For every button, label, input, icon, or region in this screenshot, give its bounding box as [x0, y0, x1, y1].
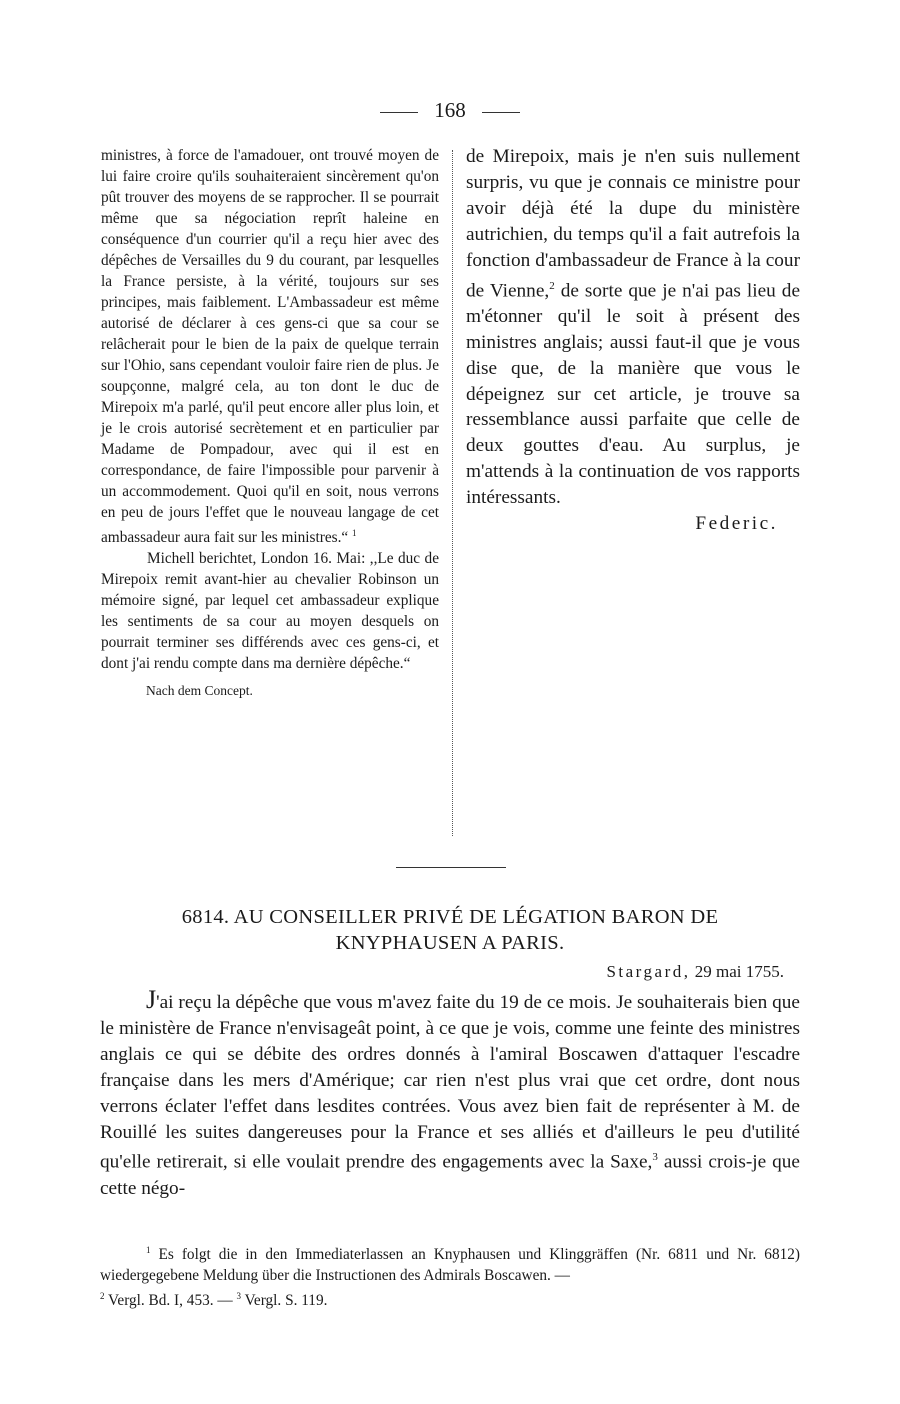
footnote-3-text: Vergl. S. 119. — [241, 1292, 328, 1310]
section-separator — [396, 867, 506, 868]
header-rule-left — [380, 112, 418, 113]
letter-body-a: 'ai reçu la dépêche que vous m'avez faite du 19 de ce mois. Je souhaiterais bien que le ministère de France n'envisageât point, à ce que je vois, comme une feinte des ministres anglais ce qui se débite des ordres donnés à l'amiral Boscawen d'attaquer l'escadre française dans les mers d'Amérique; car rien n'est plus vrai que cet ordre, dont nous verrons éclater l'effet dans lesdites contrées. Vous avez bien fait de représenter à M. de Rouillé les suites dangereuses pour la France et ses alliés et d'ailleurs le peu d'utilité qu'elle retirerait, si elle voulait prendre des engagements avec la Saxe, — [100, 992, 800, 1173]
footnote-1-marker: 1 — [146, 1245, 151, 1255]
column-divider — [452, 150, 453, 836]
footnote-1-text: Es folgt die in den Immediaterlassen an Knyphausen und Klinggräffen (Nr. 6811 und Nr. 6812) wiedergegebene Meldung über die Instructionen des Admirals Boscawen. — — [100, 1246, 800, 1284]
header-rule-right — [482, 112, 520, 113]
signature: Federic. — [695, 513, 778, 535]
footnote-2-3 — [100, 1286, 800, 1312]
left-paragraph-1 — [101, 145, 439, 548]
letter-title-line-1: 6814. AU CONSEILLER PRIVÉ DE LÉGATION BARON DE — [181, 906, 719, 928]
footnote-ref-3: 3 — [652, 1151, 658, 1164]
letter-title-line-2: KNYPHAUSEN A PARIS. — [335, 932, 565, 954]
footnote-ref-2: 2 — [549, 279, 555, 292]
right-paragraph-1a: de Mirepoix, mais je n'en suis nullement surpris, vu que je connais ce ministre pour avoir déjà été la dupe du ministère autrichien, du temps qu'il a fait autrefois la fonction d'ambassadeur de France à la cour de Vienne, — [466, 146, 800, 301]
page-number: 168 — [434, 98, 466, 122]
footnotes — [100, 1240, 800, 1312]
right-paragraph-1 — [466, 144, 800, 511]
left-paragraph-2: Michell berichtet, London 16. Mai: ,,Le duc de Mirepoix remit avant-hier au chevalier Robinson un mémoire signé, par lequel cet ambassadeur explique les sentiments de sa cour au moyen desquels on pourrait terminer ses différends avec ces gens-ci, et dont j'ai rendu compte dans ma dernière dépêche.“ — [101, 550, 439, 673]
dateline-place: Stargard, — [606, 962, 691, 981]
letter-title — [100, 904, 800, 956]
page-header — [0, 97, 900, 123]
dateline — [100, 961, 784, 983]
letter-body — [100, 987, 800, 1202]
footnote-ref-1: 1 — [352, 528, 357, 538]
footnote-1 — [100, 1240, 800, 1286]
left-column — [101, 145, 439, 701]
footnote-2-marker: 2 — [100, 1291, 105, 1302]
footnote-2-text: Vergl. Bd. I, 453. — — [104, 1292, 237, 1310]
left-paragraph-1-text: ministres, à force de l'amadouer, ont trouvé moyen de lui faire croire qu'ils souhaiteraient sincèrement qu'on pût trouver des moyens de se rapprocher. Il se pourrait même que sa négociation reprît haleine en conséquence d'un courrier qu'il a reçu hier avec des dépêches de Versailles du 9 du courant, par lesquelles la France persiste, à la vérité, toujours sur ses principes, mais faiblement. L'Ambassadeur est même autorisé de déclarer à ces gens-ci que sa cour se relâcherait pour le bien de la paix de quelque terrain sur l'Ohio, sans cependant vouloir faire rien de plus. Je soupçonne, malgré cela, au ton dont le duc de Mirepoix m'a parlé, qu'il peut encore aller plus loin, et je le crois autorisé secrètement et en particulier par Madame de Pompadour, avec qui il est en correspondance, de faire l'impossible pour parvenir à un accommodement. Quoi qu'il en soit, nous verrons en peu de jours l'effet que le nouveau langage de cet ambassadeur aura fait sur les ministres.“ — [101, 147, 439, 547]
source-note: Nach dem Concept. — [146, 683, 253, 699]
right-paragraph-1b: de sorte que je n'ai pas lieu de m'étonner qu'il le soit à présent des ministres anglais; aussi faut-il que je vous dise que, de la manière que vous le dépeignez sur cet article, je trouve sa ressemblance aussi parfaite que celle de deux gouttes d'eau. Au surplus, je m'attends à la continuation de vos rapports intéressants. — [466, 279, 800, 509]
dateline-date: 29 mai 1755. — [694, 962, 784, 981]
right-column — [466, 144, 800, 537]
letter-body-b: aussi crois-je que cette négo- — [100, 1151, 800, 1199]
letter-initial: J — [146, 985, 157, 1014]
footnote-3-marker: 3 — [236, 1291, 242, 1302]
